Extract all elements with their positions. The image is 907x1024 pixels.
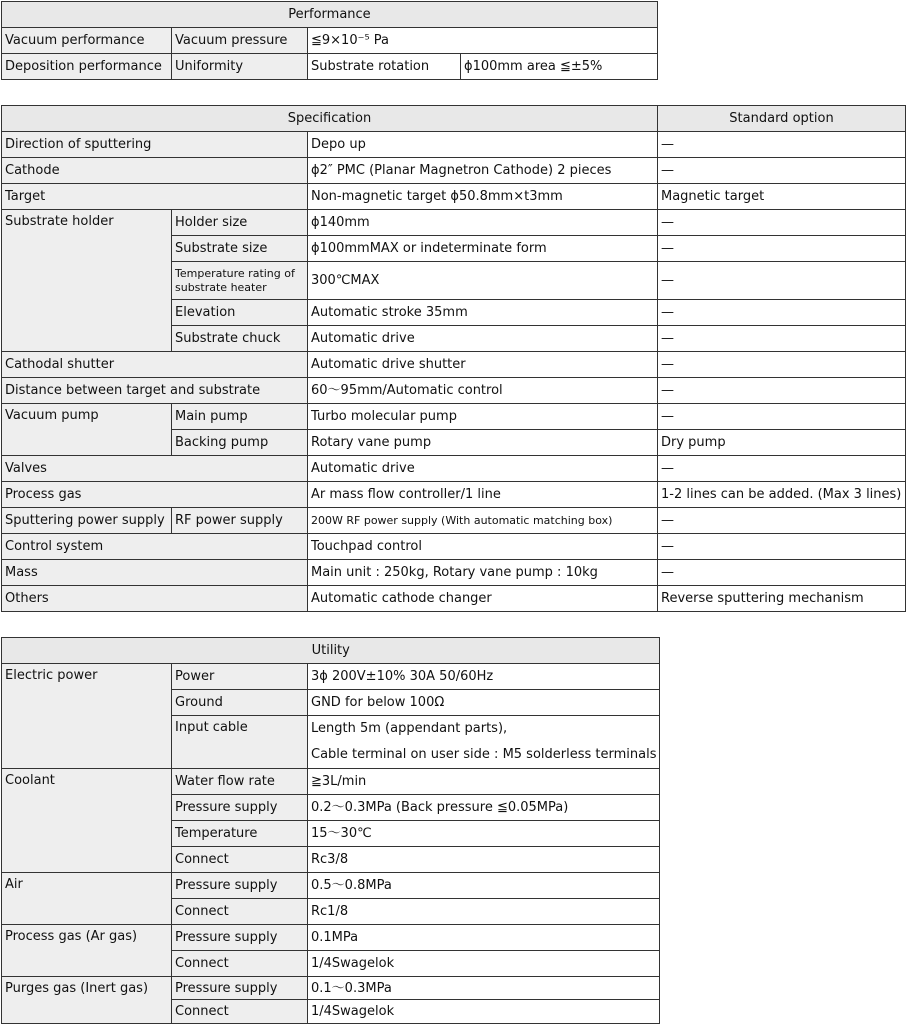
row-value: Substrate rotation (308, 54, 461, 80)
row-value: Automatic cathode changer (308, 586, 658, 612)
row-value: 200W RF power supply (With automatic matching box) (308, 508, 658, 534)
row-value: 0.1～0.3MPa (308, 977, 660, 1000)
row-value: Turbo molecular pump (308, 404, 658, 430)
row-option: — (658, 158, 906, 184)
row-sublabel: Connect (172, 951, 308, 977)
utility-header: Utility (2, 638, 660, 664)
row-option: — (658, 508, 906, 534)
row-value: ≦9×10⁻⁵ Pa (308, 28, 658, 54)
row-sublabel: Input cable (172, 716, 308, 769)
row-value: Non-magnetic target ϕ50.8mm×t3mm (308, 184, 658, 210)
specification-table (1, 105, 906, 612)
row-option: — (658, 534, 906, 560)
performance-header: Performance (2, 2, 658, 28)
row-label: Target (2, 184, 308, 210)
row-option: — (658, 378, 906, 404)
row-value: Rc3/8 (308, 847, 660, 873)
row-value: 1/4Swagelok (308, 1000, 660, 1024)
row-option: — (658, 404, 906, 430)
group-label: Electric power (2, 664, 172, 769)
row-label: Sputtering power supply (2, 508, 172, 534)
row-value: 1/4Swagelok (308, 951, 660, 977)
row-value: ϕ2″ PMC (Planar Magnetron Cathode) 2 pieces (308, 158, 658, 184)
row-option: — (658, 560, 906, 586)
row-value: 60～95mm/Automatic control (308, 378, 658, 404)
row-option: — (658, 352, 906, 378)
row-value: Main unit : 250kg, Rotary vane pump : 10kg (308, 560, 658, 586)
row-sublabel: Uniformity (172, 54, 308, 80)
group-label: Vacuum pump (2, 404, 172, 456)
row-option: Dry pump (658, 430, 906, 456)
row-value: ϕ140mm (308, 210, 658, 236)
row-value: 0.5～0.8MPa (308, 873, 660, 899)
row-value: 15～30℃ (308, 821, 660, 847)
group-label: Substrate holder (2, 210, 172, 352)
row-sublabel: Pressure supply (172, 873, 308, 899)
row-sublabel: Water flow rate (172, 769, 308, 795)
row-value: Ar mass flow controller/1 line (308, 482, 658, 508)
row-sublabel: Temperature (172, 821, 308, 847)
row-value: 300℃MAX (308, 262, 658, 300)
row-label: Mass (2, 560, 308, 586)
row-sublabel: RF power supply (172, 508, 308, 534)
standard-option-header: Standard option (658, 106, 906, 132)
row-sublabel: Substrate chuck (172, 326, 308, 352)
row-sublabel: Main pump (172, 404, 308, 430)
row-sublabel: Holder size (172, 210, 308, 236)
row-sublabel: Pressure supply (172, 925, 308, 951)
row-value: 3ϕ 200V±10% 30A 50/60Hz (308, 664, 660, 690)
row-option: — (658, 326, 906, 352)
row-value: ≧3L/min (308, 769, 660, 795)
row-value: ϕ100mm area ≦±5% (461, 54, 658, 80)
row-option: — (658, 236, 906, 262)
row-label: Deposition performance (2, 54, 172, 80)
row-label: Direction of sputtering (2, 132, 308, 158)
row-value: Automatic drive shutter (308, 352, 658, 378)
row-sublabel: Connect (172, 899, 308, 925)
row-sublabel: Backing pump (172, 430, 308, 456)
row-label: Vacuum performance (2, 28, 172, 54)
row-sublabel: Substrate size (172, 236, 308, 262)
row-value-line: Cable terminal on user side : M5 solderless terminals (311, 747, 657, 762)
row-sublabel: Temperature rating of substrate heater (172, 262, 308, 300)
row-sublabel: Vacuum pressure (172, 28, 308, 54)
row-value: Rc1/8 (308, 899, 660, 925)
group-label: Purges gas (Inert gas) (2, 977, 172, 1024)
group-label: Air (2, 873, 172, 925)
group-label: Coolant (2, 769, 172, 873)
row-value: 0.1MPa (308, 925, 660, 951)
row-value-multiline (308, 716, 660, 769)
row-sublabel: Ground (172, 690, 308, 716)
row-label: Others (2, 586, 308, 612)
row-sublabel: Power (172, 664, 308, 690)
row-value: Automatic drive (308, 456, 658, 482)
row-option: Reverse sputtering mechanism (658, 586, 906, 612)
row-value: GND for below 100Ω (308, 690, 660, 716)
row-sublabel: Connect (172, 847, 308, 873)
row-label: Control system (2, 534, 308, 560)
row-value: 0.2～0.3MPa (Back pressure ≦0.05MPa) (308, 795, 660, 821)
row-option: — (658, 300, 906, 326)
row-label: Distance between target and substrate (2, 378, 308, 404)
row-value: Automatic stroke 35mm (308, 300, 658, 326)
row-option: — (658, 132, 906, 158)
performance-table (1, 1, 658, 80)
row-label: Cathodal shutter (2, 352, 308, 378)
row-value-line: Length 5m (appendant parts), (311, 721, 508, 736)
row-sublabel: Connect (172, 1000, 308, 1024)
group-label: Process gas (Ar gas) (2, 925, 172, 977)
row-label: Valves (2, 456, 308, 482)
row-option: Magnetic target (658, 184, 906, 210)
row-label: Cathode (2, 158, 308, 184)
row-value: Touchpad control (308, 534, 658, 560)
row-value: Rotary vane pump (308, 430, 658, 456)
row-option: — (658, 456, 906, 482)
row-value: ϕ100mmMAX or indeterminate form (308, 236, 658, 262)
row-option: 1-2 lines can be added. (Max 3 lines) (658, 482, 906, 508)
row-sublabel: Pressure supply (172, 795, 308, 821)
row-value: Automatic drive (308, 326, 658, 352)
row-label: Process gas (2, 482, 308, 508)
row-option: — (658, 262, 906, 300)
row-value: Depo up (308, 132, 658, 158)
row-option: — (658, 210, 906, 236)
specification-header: Specification (2, 106, 658, 132)
utility-table (1, 637, 660, 1024)
row-sublabel: Pressure supply (172, 977, 308, 1000)
row-sublabel: Elevation (172, 300, 308, 326)
